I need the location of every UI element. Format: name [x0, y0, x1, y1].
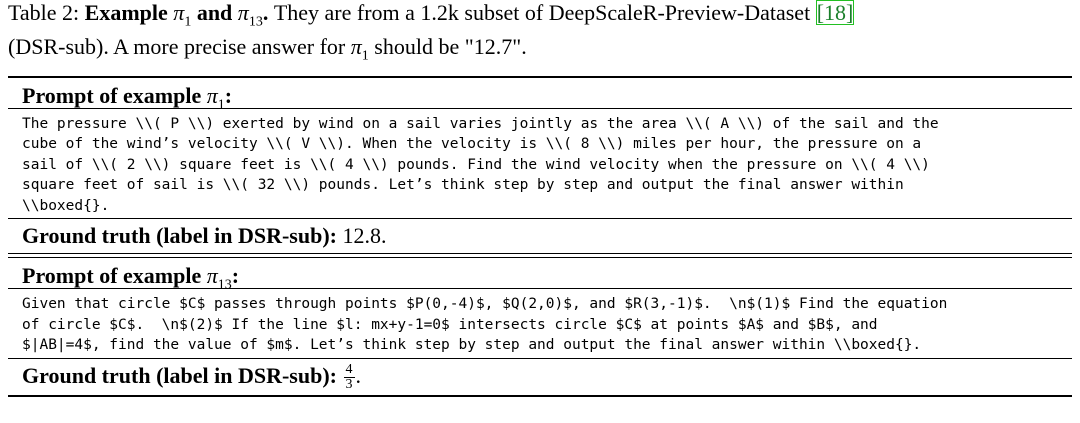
caption-prefix: Table 2:	[8, 0, 85, 25]
example1-prompt	[8, 109, 1072, 219]
ground-truth-label: Ground truth (label in DSR-sub):	[22, 362, 337, 388]
prompt-line: sail of \\( 2 \\) square feet is \\( 4 \\) pounds. Find the wind velocity when the pressure on \\( 4 \\)	[22, 156, 930, 173]
example2-ground-truth: Ground truth (label in DSR-sub): $\frac{4}{3}$ .	[22, 362, 361, 393]
table-caption: Table 2: Example $\pi_1$ and $\pi_{13}$. They are from a 1.2k subset of DeepScaleR-Preview-Dataset [18] (DSR-sub). A more precise answer for $\pi_1$ should be "12.7".	[8, 0, 854, 64]
bottom-rule	[8, 395, 1072, 397]
ground-truth-label: Ground truth (label in DSR-sub):	[22, 223, 337, 249]
prompt-line: square feet of sail is \\( 32 \\) pounds. Let’s think step by step and output the final answer within	[22, 177, 904, 194]
examples-table	[8, 76, 1072, 397]
caption-bold-title: Example $\pi_1$ and $\pi_{13}$.	[84, 0, 269, 30]
prompt-line: $|AB|=4$, find the value of $m$. Let’s think step by step and output the final answer within \\boxed{}.	[22, 337, 922, 354]
caption-text: They are from a 1.2k subset of DeepScaleR-Preview-Dataset	[268, 0, 816, 25]
ground-truth-fraction: $\frac{4}{3}$	[345, 362, 353, 393]
prompt-line: \\boxed{}.	[22, 197, 110, 214]
citation-link[interactable]: [18]	[816, 0, 854, 25]
prompt-line: cube of the wind’s velocity \\( V \\). When the velocity is \\( 8 \\) miles per hour, the pressure on a	[22, 136, 922, 153]
caption-line2-end: should be "12.7".	[368, 34, 527, 60]
example1-ground-truth	[8, 219, 1072, 253]
caption-pi: π	[350, 34, 362, 60]
prompt-line: of circle $C$. \n$(2)$ If the line $l: mx+y-1=0$ intersects circle $C$ at points $A$ and $B$, and	[22, 316, 878, 333]
paper-page	[8, 0, 1072, 397]
example1-heading: Prompt of example $\pi_1$:	[22, 82, 233, 113]
prompt-line: The pressure \\( P \\) exerted by wind on a sail varies jointly as the area \\( A \\) of the sail and the	[22, 115, 939, 132]
example2-heading: Prompt of example $\pi_{13}$:	[22, 263, 240, 293]
example2-prompt	[8, 289, 1072, 358]
caption-line2: (DSR-sub). A more precise answer for	[8, 34, 351, 60]
ground-truth-value: 12.8.	[342, 223, 387, 249]
prompt-line: Given that circle $C$ passes through points $P(0,-4)$, $Q(2,0)$, and $R(3,-1)$. \n$(1)$ Find the equation	[22, 296, 948, 313]
